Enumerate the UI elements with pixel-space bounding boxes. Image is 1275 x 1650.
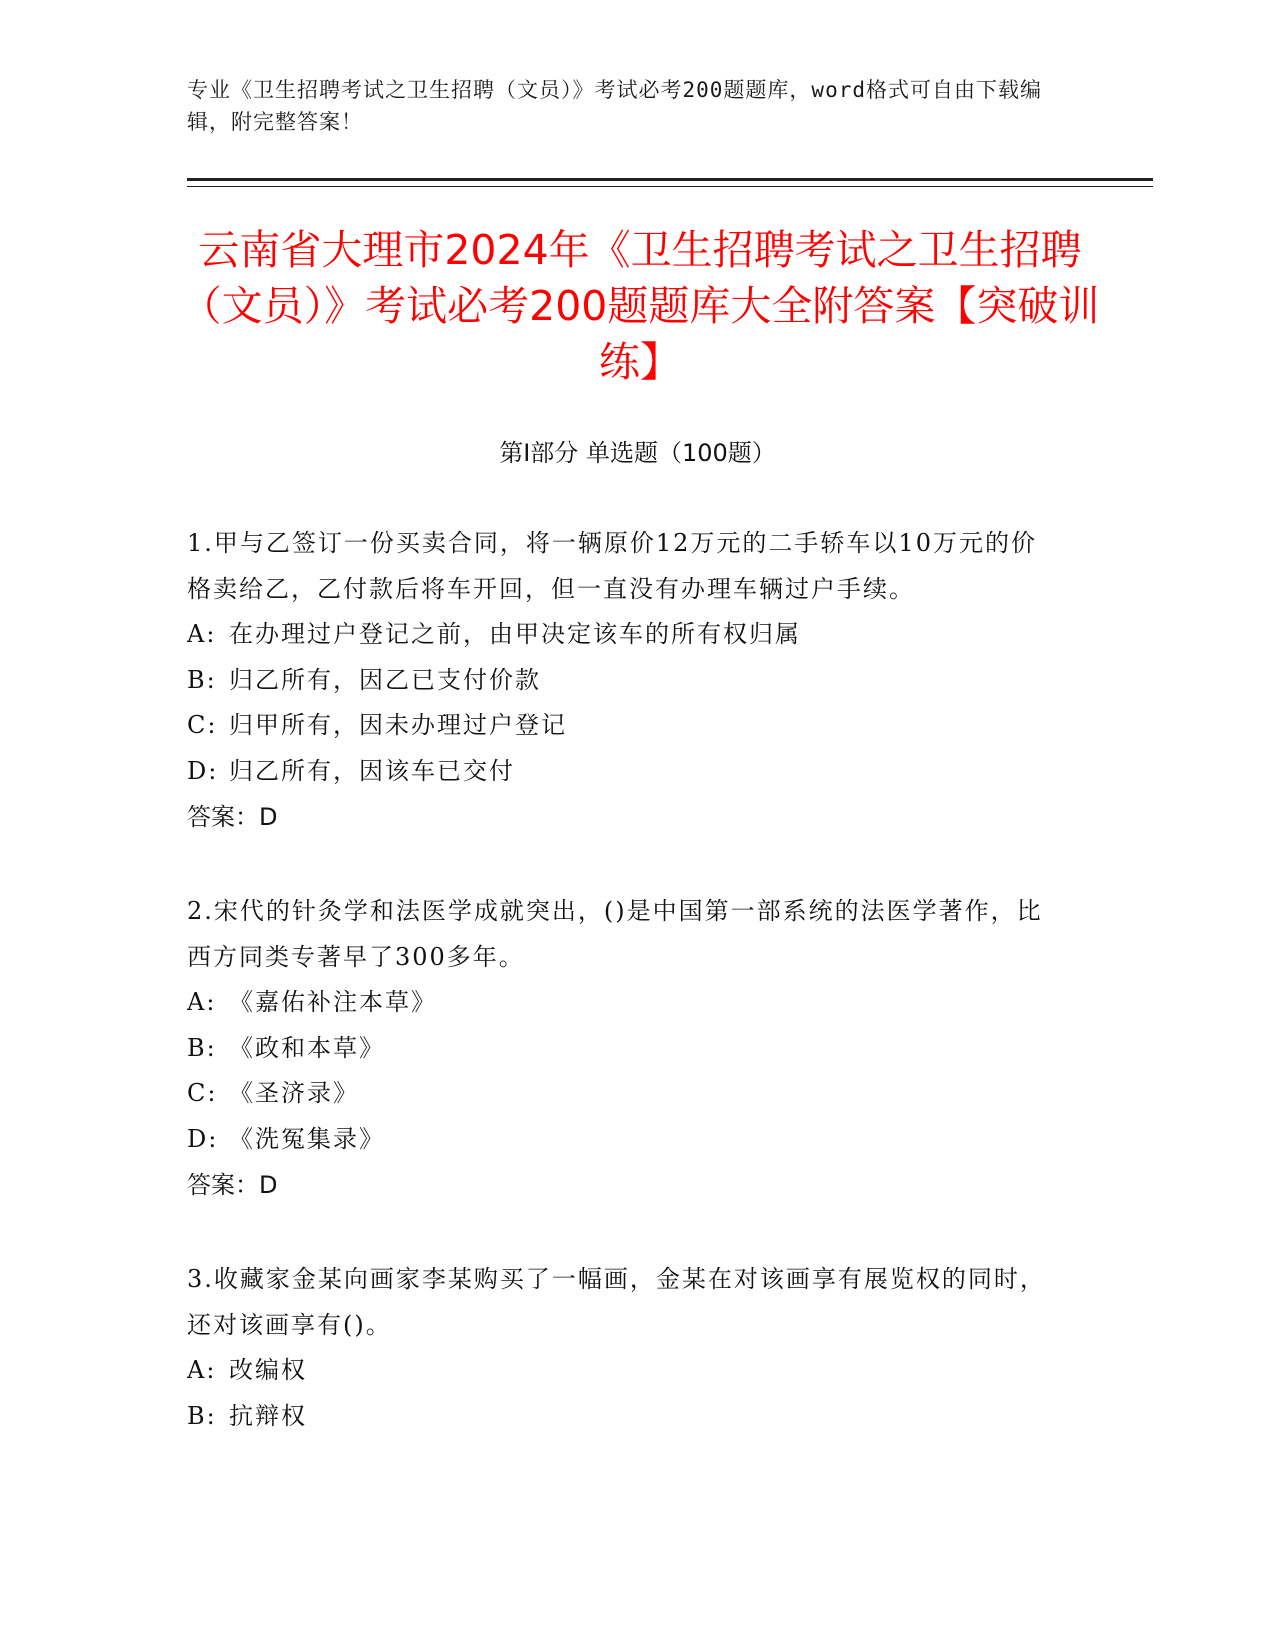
option-text: 归乙所有，因该车已交付 [229, 756, 515, 785]
option-text: 抗辩权 [229, 1401, 307, 1430]
option-text: 《嘉佑补注本草》 [229, 988, 437, 1016]
question-2 [187, 888, 1057, 1208]
option-b [187, 1026, 1057, 1072]
question-3 [187, 1256, 1057, 1439]
option-text: 改编权 [229, 1356, 307, 1384]
option-a [187, 612, 1057, 658]
option-key: D: [187, 1124, 219, 1153]
option-d [187, 1117, 1057, 1163]
section-heading: 第Ⅰ部分 单选题（100题） [499, 439, 776, 467]
header-note: 专业《卫生招聘考试之卫生招聘（文员）》考试必考200题题库，word格式可自由下载编辑，附完整答案！ [187, 78, 1042, 134]
header-rule-thick [187, 178, 1153, 181]
answer-line: 答案：D [187, 803, 278, 831]
question-stem: 2.宋代的针灸学和法医学成就突出，()是中国第一部系统的法医学著作，比西方同类专著早了300多年。 [187, 897, 1043, 971]
option-b [187, 658, 1057, 704]
header-rule-thin [187, 186, 1153, 187]
question-stem: 3.收藏家金某向画家李某购买了一幅画，金某在对该画享有展览权的同时，还对该画享有()。 [187, 1265, 1046, 1339]
option-text: 《政和本草》 [229, 1033, 385, 1062]
option-key: A: [187, 1356, 217, 1384]
option-b [187, 1394, 1057, 1440]
option-text: 归甲所有，因未办理过户登记 [229, 711, 567, 739]
option-c [187, 703, 1057, 749]
option-key: A: [187, 620, 217, 648]
question-stem: 1.甲与乙签订一份买卖合同，将一辆原价12万元的二手轿车以10万元的价格卖给乙，乙付款后将车开回，但一直没有办理车辆过户手续。 [187, 529, 1037, 603]
option-d [187, 749, 1057, 795]
option-key: B: [187, 1401, 217, 1430]
option-c [187, 1071, 1057, 1117]
option-key: D: [187, 756, 219, 785]
option-text: 《圣济录》 [229, 1079, 359, 1107]
option-a [187, 980, 1057, 1026]
option-text: 在办理过户登记之前，由甲决定该车的所有权归属 [229, 620, 801, 648]
option-key: B: [187, 665, 217, 694]
option-key: A: [187, 988, 217, 1016]
question-1 [187, 520, 1057, 840]
option-text: 归乙所有，因乙已支付价款 [229, 665, 541, 694]
option-text: 《洗冤集录》 [229, 1124, 385, 1153]
document-title: 云南省大理市2024年《卫生招聘考试之卫生招聘（文员）》考试必考200题题库大全附答案【突破训练】 [180, 226, 1100, 386]
option-key: B: [187, 1033, 217, 1062]
answer-line: 答案：D [187, 1171, 278, 1199]
option-key: C: [187, 711, 218, 739]
option-a [187, 1348, 1057, 1394]
question-list [187, 520, 1057, 1487]
option-key: C: [187, 1079, 218, 1107]
